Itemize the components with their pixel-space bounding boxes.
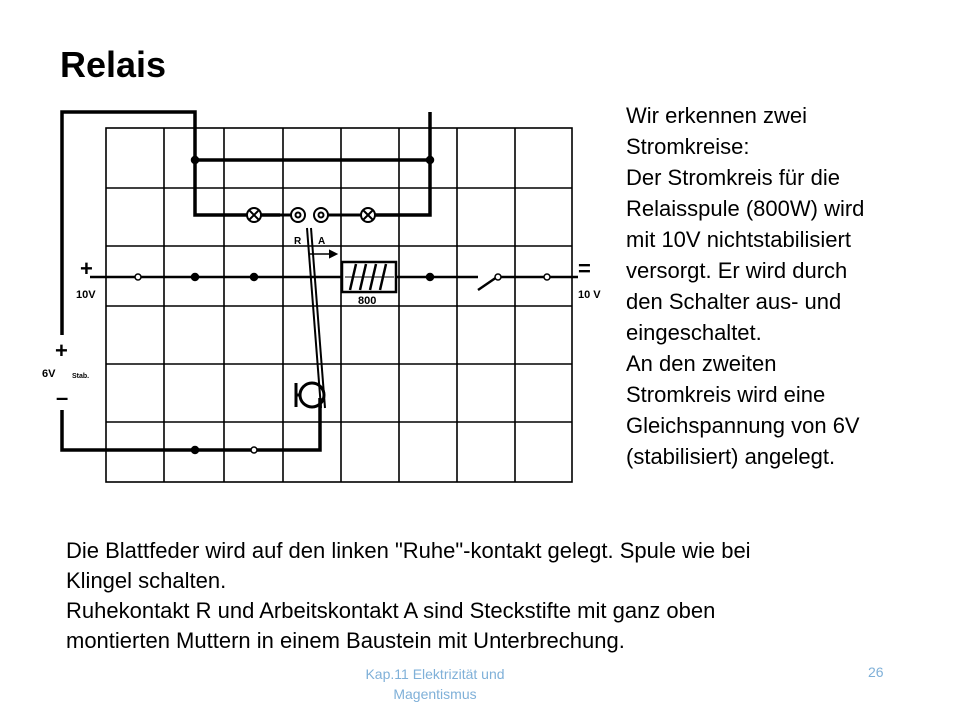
- bottom-line: Klingel schalten.: [66, 568, 227, 593]
- side-line: Stromkreise:: [626, 134, 750, 159]
- bottom-line: Die Blattfeder wird auf den linken "Ruhe"-kontakt gelegt. Spule wie bei: [66, 538, 751, 563]
- footer-line-1: Kap.11 Elektrizität und: [365, 666, 505, 682]
- label-6v: 6V: [42, 368, 56, 380]
- side-line: Der Stromkreis für die: [626, 165, 840, 190]
- bottom-line: Ruhekontakt R und Arbeitskontakt A sind Steckstifte mit ganz oben: [66, 598, 716, 623]
- label-stab: Stab.: [72, 373, 90, 380]
- plus-6v: +: [55, 338, 68, 363]
- page-number: 26: [868, 664, 884, 680]
- lamps-and-contacts: [247, 208, 375, 222]
- side-line: Relaisspule (800W) wird: [626, 196, 865, 221]
- secondary-circuit-wires: [62, 112, 430, 450]
- label-10v-right: 10 V: [578, 289, 601, 301]
- side-line: (stabilisiert) angelegt.: [626, 444, 836, 469]
- circuit-nodes: [135, 157, 550, 454]
- minus-6v: –: [56, 385, 69, 410]
- label-coil: 800: [358, 295, 377, 307]
- side-line: Wir erkennen zwei: [626, 103, 807, 128]
- page-title: Relais: [60, 44, 167, 85]
- side-line: Gleichspannung von 6V: [626, 413, 860, 438]
- label-a: A: [318, 236, 326, 247]
- side-line: eingeschaltet.: [626, 320, 762, 345]
- relay-circuit-diagram: [30, 95, 601, 495]
- relay-coil: [342, 262, 396, 292]
- leaf-spring: [307, 228, 336, 408]
- side-description: [626, 100, 946, 472]
- plus-10v-left: +: [80, 256, 93, 281]
- side-line: versorgt. Er wird durch: [626, 258, 848, 283]
- footer-chapter: [330, 664, 540, 704]
- label-r: R: [294, 236, 302, 247]
- bottom-description: [66, 536, 946, 656]
- side-line: Stromkreis wird eine: [626, 382, 826, 407]
- side-line: den Schalter aus- und: [626, 289, 842, 314]
- footer-line-2: Magentismus: [393, 686, 477, 702]
- minus-10v-right: =: [578, 256, 591, 281]
- bottom-line: montierten Muttern in einem Baustein mit Unterbrechung.: [66, 628, 625, 653]
- label-10v-left: 10V: [76, 289, 96, 301]
- side-line: An den zweiten: [626, 351, 777, 376]
- plug-board-grid: [106, 128, 572, 482]
- side-line: mit 10V nichtstabilisiert: [626, 227, 851, 252]
